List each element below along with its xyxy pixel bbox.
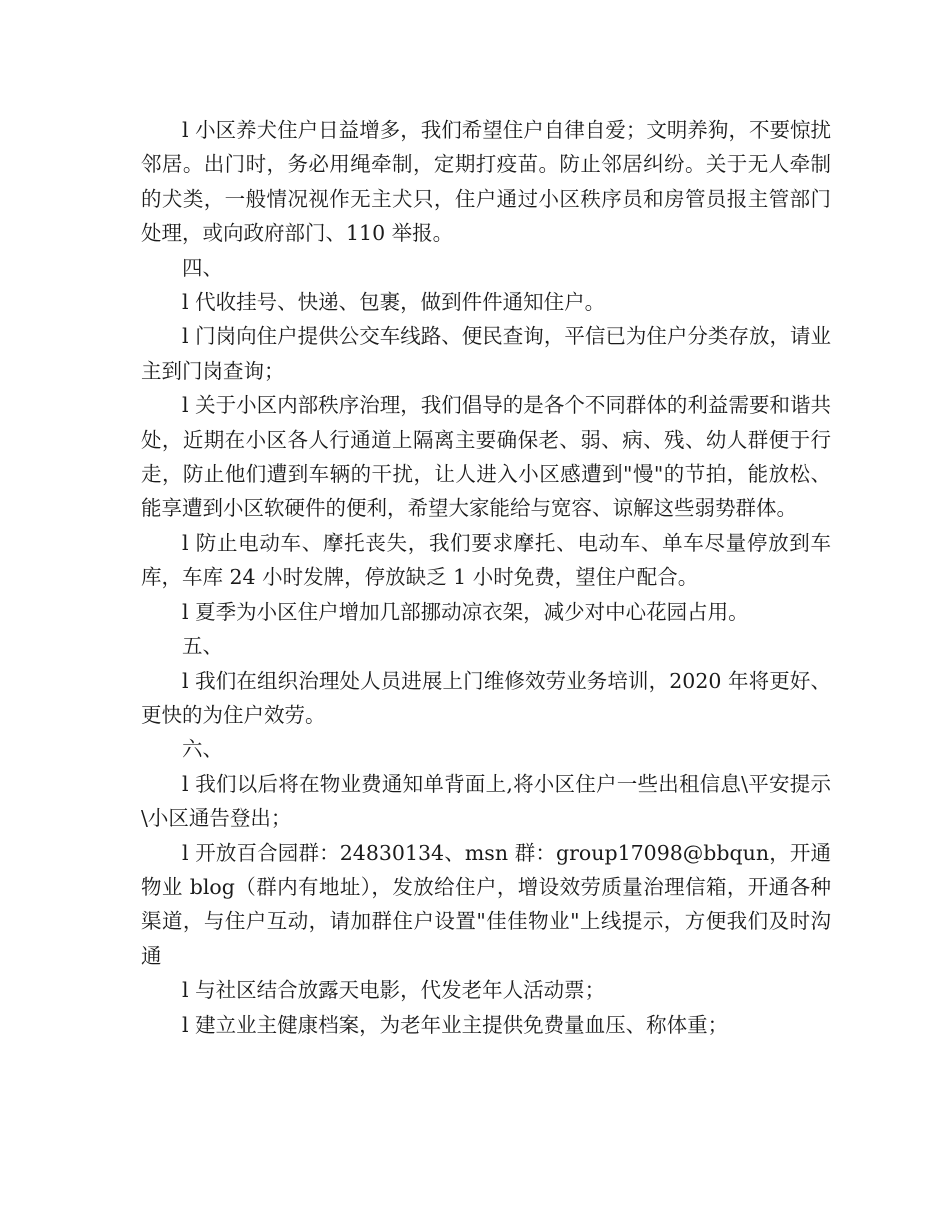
paragraph-order-management: l 关于小区内部秩序治理，我们倡导的是各个不同群体的利益需要和谐共处，近期在小区各人行通道上隔离主要确保老、弱、病、残、幼人群便于行走，防止他们遭到车辆的干扰，让人进入小区感遭到"慢"的节拍，能放松、能享遭到小区软硬件的便利，希望大家能给与宽容、谅解这些弱势群体。 [141, 393, 831, 521]
paragraph-staff-training: l 我们在组织治理处人员进展上门维修效劳业务培训，2020 年将更好、更快的为住户效劳。 [141, 668, 831, 727]
paragraph-health-records: l 建立业主健康档案，为老年业主提供免费量血压、称体重； [182, 1012, 729, 1037]
section-heading-four: 四、 [182, 255, 223, 280]
paragraph-outdoor-movie: l 与社区结合放露天电影，代发老年人活动票； [182, 978, 606, 1003]
paragraph-dog-policy: l 小区养犬住户日益增多，我们希望住户自律自爱；文明养狗，不要惊扰邻居。出门时，务必用绳牵制，定期打疫苗。防止邻居纠纷。关于无人牵制的犬类，一般情况视作无主犬只，住户通过小区秩序员和房管员报主管部门处理，或向政府部门、110 举报。 [141, 118, 831, 246]
paragraph-parcel-service: l 代收挂号、快递、包裹，做到件件通知住户。 [182, 290, 606, 315]
section-heading-six: 六、 [182, 737, 223, 762]
paragraph-gate-info: l 门岗向住户提供公交车线路、便民查询，平信已为住户分类存放，请业主到门岗查询； [141, 324, 831, 383]
paragraph-vehicle-parking: l 防止电动车、摩托丧失，我们要求摩托、电动车、单车尽量停放到车库，车库 24 小时发牌，停放缺乏 1 小时免费，望住户配合。 [141, 530, 831, 590]
section-heading-five: 五、 [182, 634, 223, 659]
paragraph-clothes-rack: l 夏季为小区住户增加几部挪动凉衣架，减少对中心花园占用。 [182, 599, 749, 624]
paragraph-fee-notice: l 我们以后将在物业费通知单背面上,将小区住户一些出租信息\平安提示\小区通告登出； [141, 771, 831, 831]
paragraph-online-groups: l 开放百合园群：24830134、msn 群：group17098@bbqun，开通物业 blog（群内有地址），发放给住户，增设效劳质量治理信箱，开通各种渠道，与住户互动，请加群住户设置"佳佳物业"上线提示，方便我们及时沟通 [141, 840, 831, 968]
document-page [141, 113, 831, 1042]
